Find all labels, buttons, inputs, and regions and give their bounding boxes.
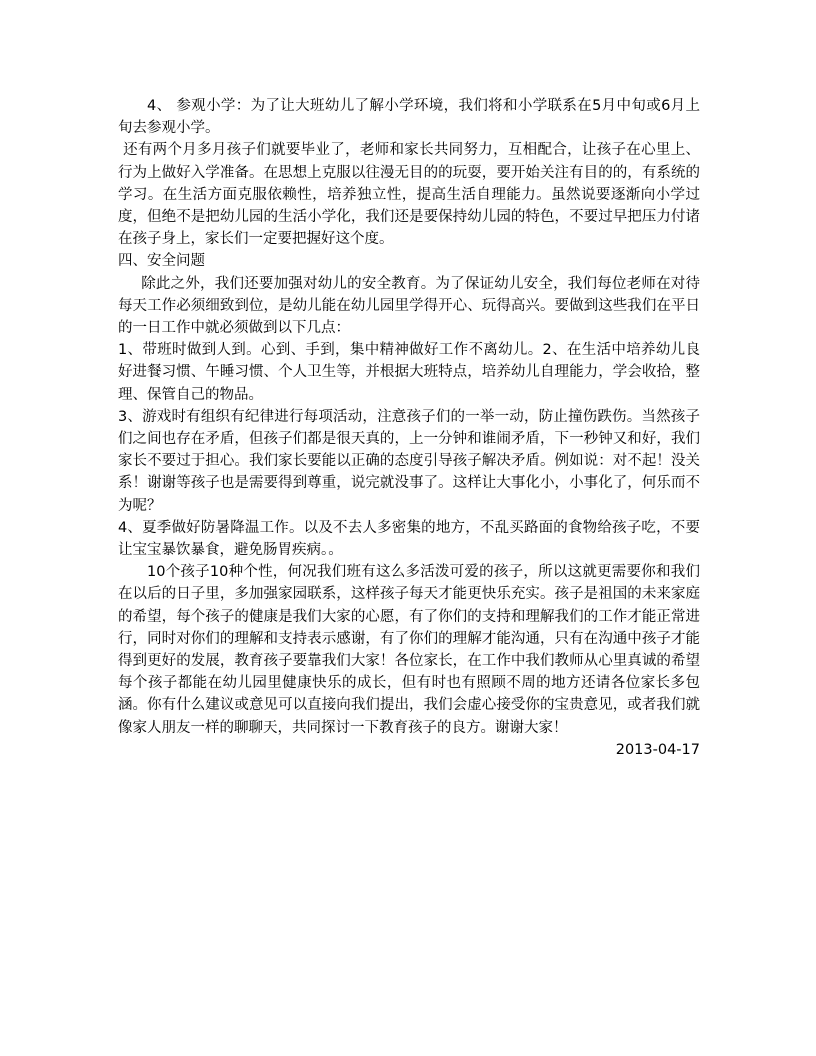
paragraph-safety-intro: 除此之外，我们还要加强对幼儿的安全教育。为了保证幼儿安全，我们每位老师在对待每天工作必须细致到位，是幼儿能在幼儿园里学得开心、玩得高兴。要做到这些我们在平日的一日工作中就必须做到以下几点： xyxy=(118,275,700,337)
paragraph-visit-primary-school: 4、 参观小学：为了让大班幼儿了解小学环境，我们将和小学联系在5月中旬或6月上旬去参观小学。 xyxy=(118,98,700,137)
document-date: 2013-04-17 xyxy=(615,741,700,758)
paragraph-safety-point-1-2: 1、带班时做到人到。心到、手到，集中精神做好工作不离幼儿。2、在生活中培养幼儿良好进餐习惯、午睡习惯、个人卫生等，并根据大班特点，培养幼儿自理能力，学会收拾，整理、保管自己的物品。 xyxy=(118,342,700,403)
paragraph-graduation-preparation: 还有两个月多月孩子们就要毕业了，老师和家长共同努力，互相配合，让孩子在心里上、行为上做好入学准备。在思想上克服以往漫无目的的玩耍，要开始关注有目的的，有系统的学习。在生活方面克服依赖性，培养独立性，提高生活自理能力。虽然说要逐渐向小学过度，但绝不是把幼儿园的生活小学化，我们还是要保持幼儿园的特色，不要过早把压力付诸在孩子身上，家长们一定要把握好这个度。 xyxy=(118,142,700,248)
paragraph-safety-point-4: 4、夏季做好防暑降温工作。以及不去人多密集的地方，不乱买路面的食物给孩子吃，不要让宝宝暴饮暴食，避免肠胃疾病。。 xyxy=(118,519,700,559)
paragraph-safety-point-3: 3、游戏时有组织有纪律进行每项活动，注意孩子们的一举一动，防止撞伤跌伤。当然孩子们之间也存在矛盾，但孩子们都是很天真的，上一分钟和谁闹矛盾，下一秒钟又和好，我们家长不要过于担心。我们家长要能以正确的态度引导孩子解决矛盾。例如说：对不起！没关系！谢谢等孩子也是需要得到尊重，说完就没事了。这样让大事化小，小事化了，何乐而不为呢？ xyxy=(118,408,700,514)
document-body xyxy=(118,95,700,761)
paragraph-closing: 10个孩子10种个性，何况我们班有这么多活泼可爱的孩子，所以这就更需要你和我们在以后的日子里，多加强家园联系，这样孩子每天才能更快乐充实。孩子是祖国的未来家庭的希望，每个孩子的健康是我们大家的心愿，有了你们的支持和理解我们的工作才能正常进行，同时对你们的理解和支持表示感谢，有了你们的理解才能沟通，只有在沟通中孩子才能得到更好的发展，教育孩子要靠我们大家！各位家长，在工作中我们教师从心里真诚的希望每个孩子都能在幼儿园里健康快乐的成长，但有时也有照顾不周的地方还请各位家长多包涵。你有什么建议或意见可以直接向我们提出，我们会虚心接受你的宝贵意见，或者我们就像家人朋友一样的聊聊天，共同探讨一下教育孩子的良方。谢谢大家！ xyxy=(118,564,700,736)
section-heading-safety: 四、安全问题 xyxy=(118,253,205,270)
